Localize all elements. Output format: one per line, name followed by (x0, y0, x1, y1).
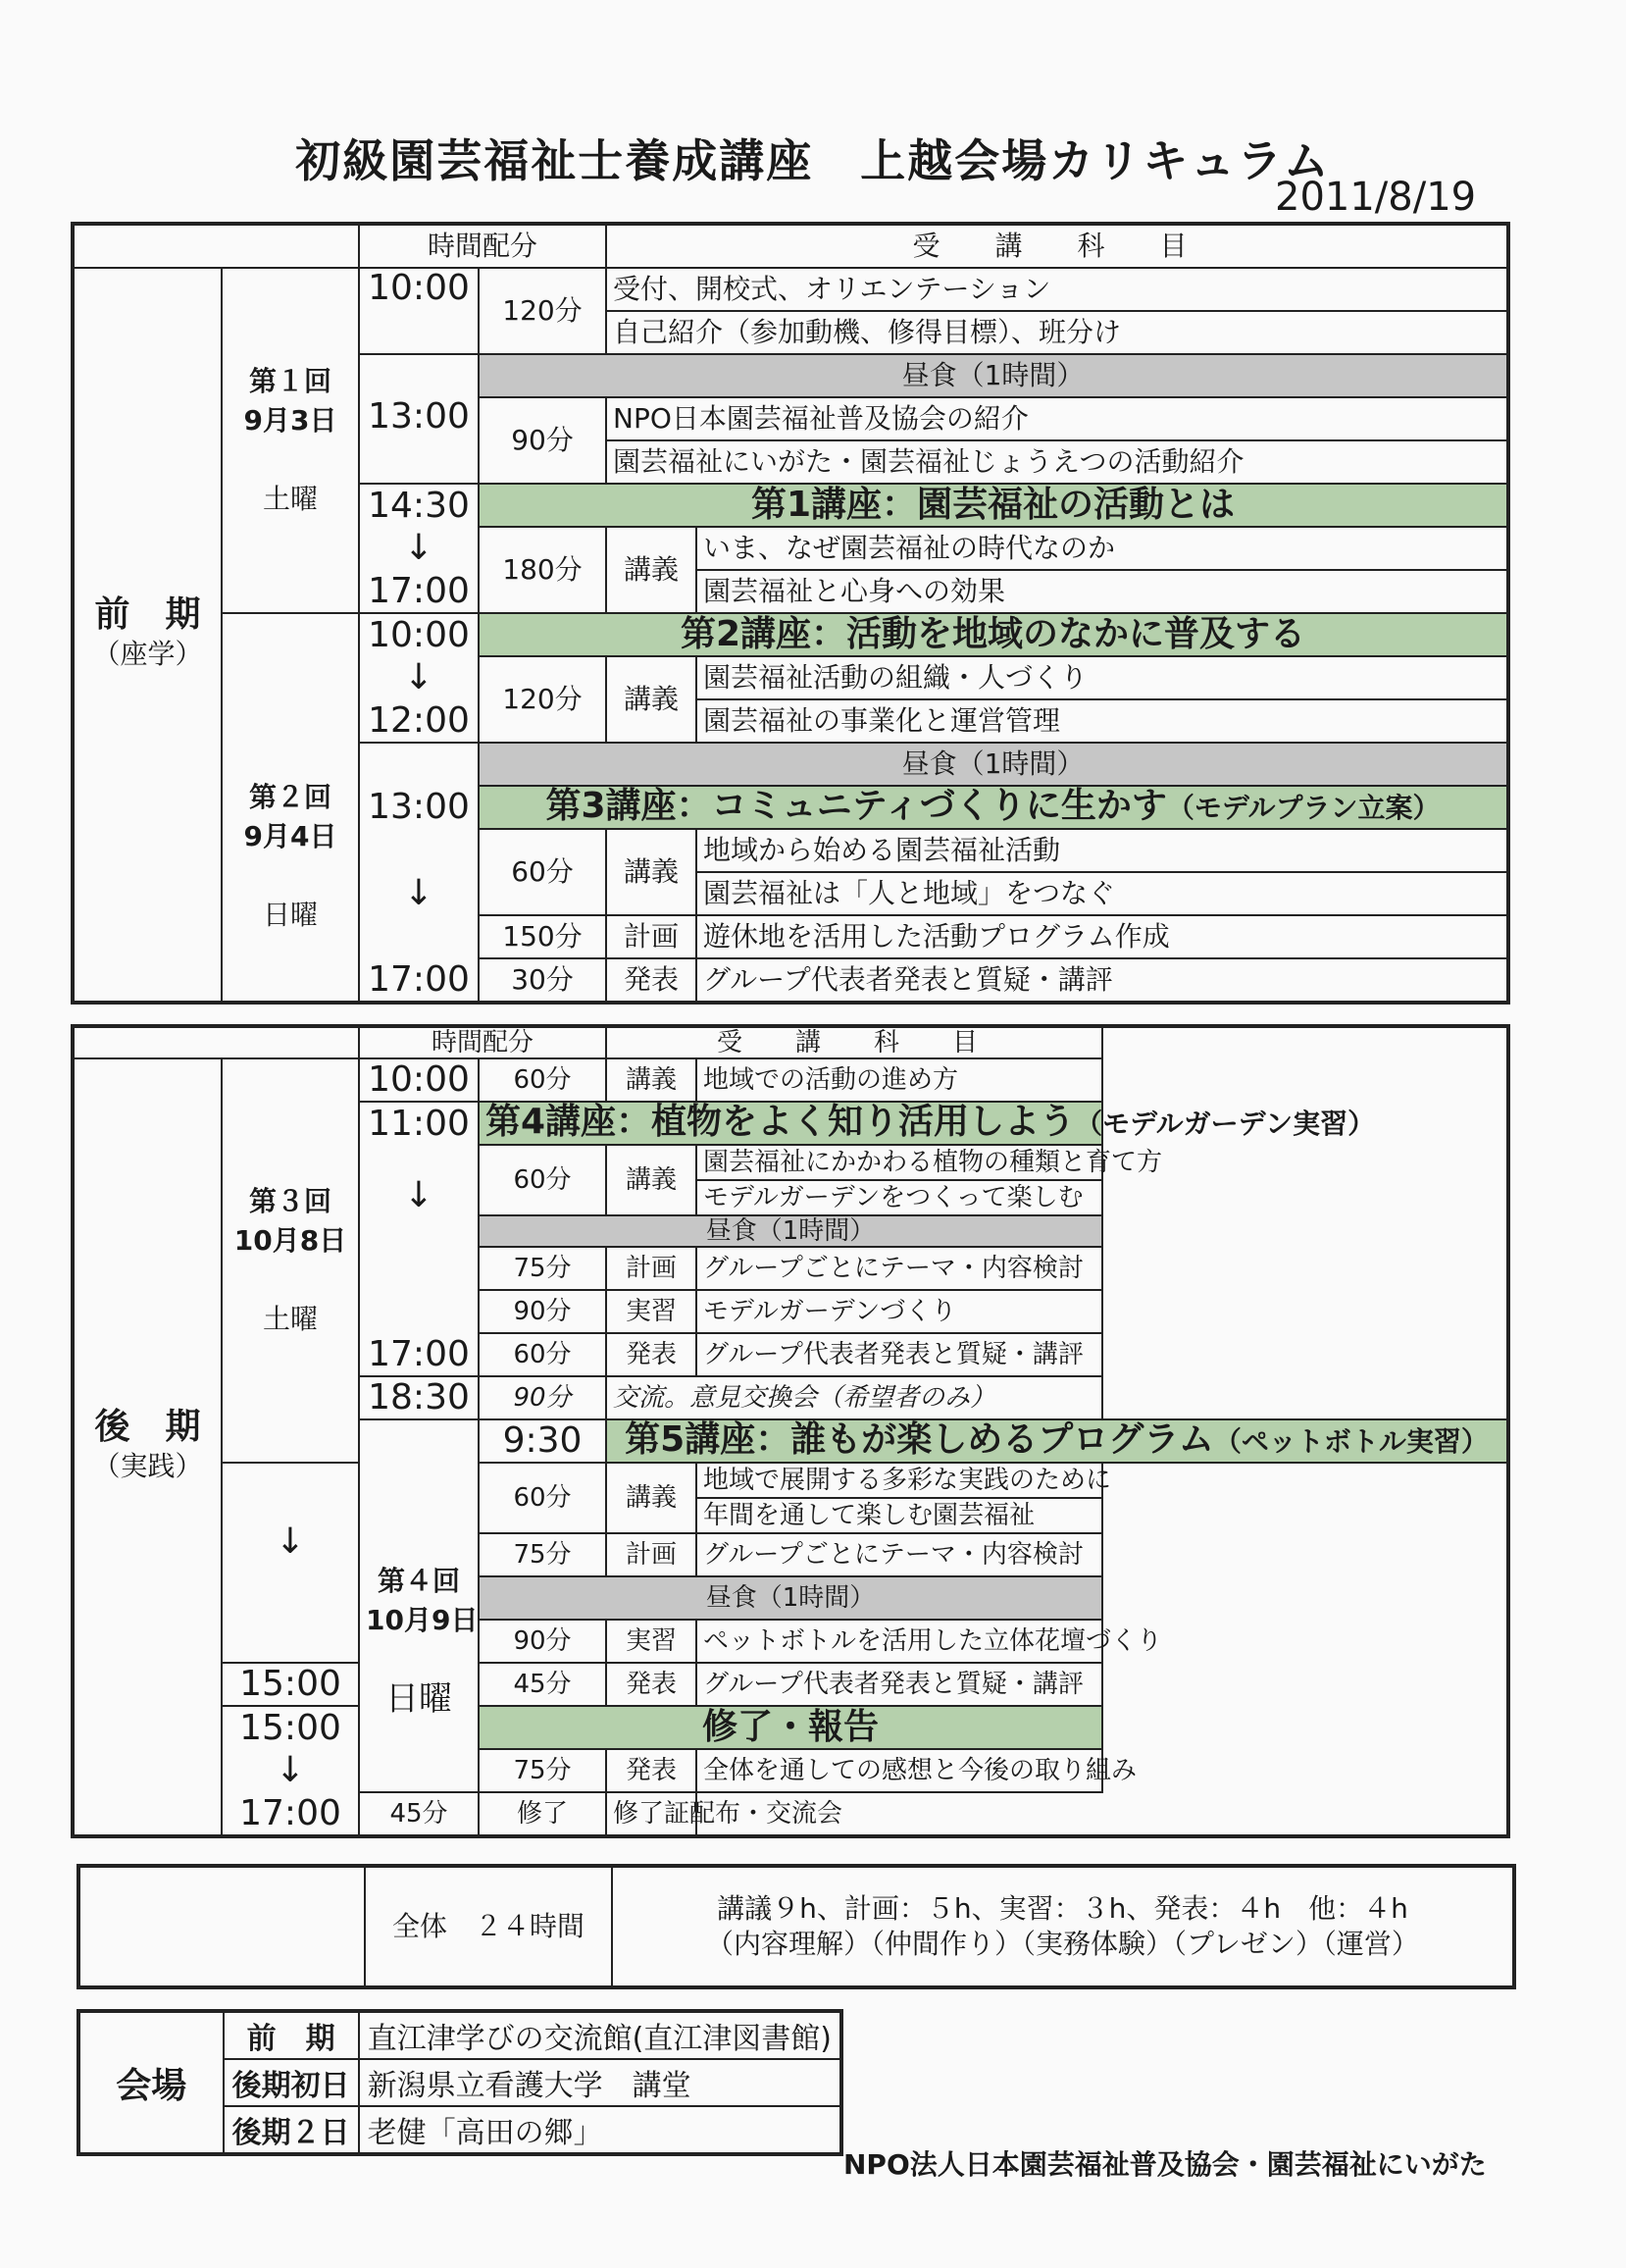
page-title: 初級園芸福祉士養成講座 上越会場カリキュラム (295, 134, 1331, 187)
time-cell: 17:00 (359, 570, 479, 613)
subject-cell: グループごとにテーマ・内容検討 (696, 1247, 1102, 1290)
total-summary (76, 1864, 1516, 1989)
time-cell: 9:30 (479, 1419, 606, 1463)
subject-cell: 園芸福祉は「人と地域」をつなぐ (696, 872, 1508, 915)
duration-cell: 150分 (479, 915, 606, 958)
lecture-5-banner: 第5講座：誰もが楽しめるプログラム（ペットボトル実習） (606, 1419, 1508, 1463)
header-blank (73, 224, 359, 268)
duration-cell: 60分 (479, 1145, 606, 1215)
second-half-schedule (71, 1024, 1510, 1838)
arrow-down-icon: ↓ (359, 527, 479, 570)
time-cell: 17:00 (359, 958, 479, 1003)
lunch-bar: 昼食（1時間） (479, 743, 1508, 786)
total-blank (78, 1866, 365, 1987)
type-cell: 講義 (606, 1145, 696, 1215)
duration-cell: 60分 (479, 1463, 606, 1533)
duration-cell: 120分 (479, 656, 606, 743)
time-cell: 15:00 (222, 1663, 359, 1706)
time-cell: 10:00 (359, 613, 479, 656)
subject-cell: 受付、開校式、オリエンテーション (606, 268, 1508, 311)
time-cell: 14:30 (359, 484, 479, 527)
duration-cell: 30分 (479, 958, 606, 1003)
total-breakdown: 講議９h、計画：５h、実習：３h、発表：４h 他：４h （内容理解）（仲間作り）（実務体験）（プレゼン）（運営） (612, 1866, 1514, 1987)
venue-key: 前 期 (224, 2011, 359, 2059)
lecture-2-banner: 第2講座：活動を地域のなかに普及する (479, 613, 1508, 656)
total-hours: 全体 ２４時間 (365, 1866, 612, 1987)
time-cell: 10:00 (359, 268, 479, 354)
arrow-down-icon: ↓ (359, 1145, 479, 1247)
type-cell: 計画 (606, 915, 696, 958)
subject-cell: 園芸福祉活動の組織・人づくり (696, 656, 1508, 699)
organization: NPO法人日本園芸福祉普及協会・園芸福祉にいがた (843, 2148, 1487, 2181)
duration-cell: 90分 (479, 1620, 606, 1663)
lecture-3-banner: 第3講座：コミュニティづくりに生かす（モデルプラン立案） (479, 786, 1508, 829)
time-cell: 10:00 (359, 1058, 479, 1102)
lunch-bar: 昼食（1時間） (479, 354, 1508, 397)
header-subject: 受 講 科 目 (606, 1026, 1102, 1058)
header-blank (73, 1026, 359, 1058)
type-cell: 講義 (606, 656, 696, 743)
day3-cell: 第３回 10月8日 土曜 (222, 1058, 359, 1463)
venue-key: 後期２日 (224, 2106, 359, 2154)
time-cell: 11:00 (359, 1102, 479, 1145)
duration-cell: 45分 (359, 1792, 479, 1836)
time-cell: 18:30 (359, 1376, 479, 1419)
venue-table (76, 2009, 843, 2156)
duration-cell: 60分 (479, 1058, 606, 1102)
closing-banner: 修了・報告 (479, 1706, 1102, 1749)
type-cell: 計画 (606, 1533, 696, 1576)
duration-cell: 60分 (479, 1333, 606, 1376)
subject-cell: グループ代表者発表と質疑・講評 (696, 1333, 1102, 1376)
subject-cell: いま、なぜ園芸福祉の時代なのか (696, 527, 1508, 570)
type-cell: 講義 (606, 527, 696, 613)
day2-cell: 第２回 9月4日 日曜 (222, 613, 359, 1003)
venue-value: 新潟県立看護大学 講堂 (359, 2059, 841, 2106)
subject-cell: 地域から始める園芸福祉活動 (696, 829, 1508, 872)
subject-cell: 交流。意見交換会（希望者のみ） (606, 1376, 1102, 1419)
subject-cell: 園芸福祉と心身への効果 (696, 570, 1508, 613)
venue-key: 後期初日 (224, 2059, 359, 2106)
duration-cell: 180分 (479, 527, 606, 613)
lecture-1-banner: 第1講座：園芸福祉の活動とは (479, 484, 1508, 527)
duration-cell: 120分 (479, 268, 606, 354)
type-cell: 実習 (606, 1620, 696, 1663)
venue-value: 老健「高田の郷」 (359, 2106, 841, 2154)
period-first: 前 期 （座学） (73, 268, 222, 1003)
type-cell: 発表 (606, 1663, 696, 1706)
type-cell: 修了 (479, 1792, 606, 1836)
subject-cell: 園芸福祉にかかわる植物の種類と育て方 (696, 1145, 1102, 1180)
time-cell: 15:00 (222, 1706, 359, 1749)
duration-cell: 75分 (479, 1533, 606, 1576)
header-subject: 受 講 科 目 (606, 224, 1508, 268)
duration-cell: 45分 (479, 1663, 606, 1706)
subject-cell: 園芸福祉の事業化と運営管理 (696, 699, 1508, 743)
type-cell: 計画 (606, 1247, 696, 1290)
arrow-down-icon: ↓ (359, 656, 479, 699)
subject-cell: 地域での活動の進め方 (696, 1058, 1102, 1102)
arrow-down-icon: ↓ (359, 829, 479, 958)
type-cell: 講義 (606, 829, 696, 915)
subject-cell: グループごとにテーマ・内容検討 (696, 1533, 1102, 1576)
arrow-down-icon: ↓ (222, 1749, 359, 1792)
subject-cell: NPO日本園芸福祉普及協会の紹介 (606, 397, 1508, 440)
duration-cell: 90分 (479, 1290, 606, 1333)
subject-cell: モデルガーデンをつくって楽しむ (696, 1180, 1102, 1215)
subject-cell: グループ代表者発表と質疑・講評 (696, 958, 1508, 1003)
subject-cell: モデルガーデンづくり (696, 1290, 1102, 1333)
arrow-down-icon: ↓ (222, 1463, 359, 1620)
subject-cell: ペットボトルを活用した立体花壇づくり (696, 1620, 1102, 1663)
subject-cell: 全体を通しての感想と今後の取り組み (696, 1749, 1102, 1792)
time-cell: 12:00 (359, 699, 479, 743)
type-cell: 発表 (606, 1333, 696, 1376)
type-cell: 実習 (606, 1290, 696, 1333)
duration-cell: 90分 (479, 1376, 606, 1419)
time-cell: 17:00 (222, 1792, 359, 1836)
subject-cell: 年間を通して楽しむ園芸福祉 (696, 1498, 1102, 1533)
duration-cell: 60分 (479, 829, 606, 915)
first-half-schedule (71, 222, 1510, 1005)
subject-cell: 自己紹介（参加動機、修得目標）、班分け (606, 311, 1508, 354)
venue-value: 直江津学びの交流館(直江津図書館) (359, 2011, 841, 2059)
day4-cell: 第４回 10月9日 日曜 (359, 1419, 479, 1792)
day1-cell: 第１回 9月3日 土曜 (222, 268, 359, 613)
lunch-bar: 昼食（1時間） (479, 1215, 1102, 1247)
type-cell: 発表 (606, 1749, 696, 1792)
header-time: 時間配分 (359, 224, 606, 268)
duration-cell: 75分 (479, 1749, 606, 1792)
time-cell: 13:00 (359, 397, 479, 484)
duration-cell: 75分 (479, 1247, 606, 1290)
time-cell: 17:00 (359, 1333, 479, 1376)
time-cell: 13:00 (359, 786, 479, 829)
type-cell: 講義 (606, 1058, 696, 1102)
subject-cell: 修了証配布・交流会 (606, 1792, 696, 1836)
subject-cell: 遊休地を活用した活動プログラム作成 (696, 915, 1508, 958)
period-second: 後 期 （実践） (73, 1058, 222, 1836)
lunch-bar: 昼食（1時間） (479, 1576, 1102, 1620)
subject-cell: グループ代表者発表と質疑・講評 (696, 1663, 1102, 1706)
subject-cell: 園芸福祉にいがた・園芸福祉じょうえつの活動紹介 (606, 440, 1508, 484)
header-time: 時間配分 (359, 1026, 606, 1058)
document-date: 2011/8/19 (1275, 175, 1477, 220)
lecture-4-banner: 第4講座：植物をよく知り活用しよう（モデルガーデン実習） (479, 1102, 1102, 1145)
type-cell: 講義 (606, 1463, 696, 1533)
duration-cell: 90分 (479, 397, 606, 484)
venue-label: 会場 (78, 2011, 224, 2154)
subject-cell: 地域で展開する多彩な実践のために (696, 1463, 1102, 1498)
type-cell: 発表 (606, 958, 696, 1003)
